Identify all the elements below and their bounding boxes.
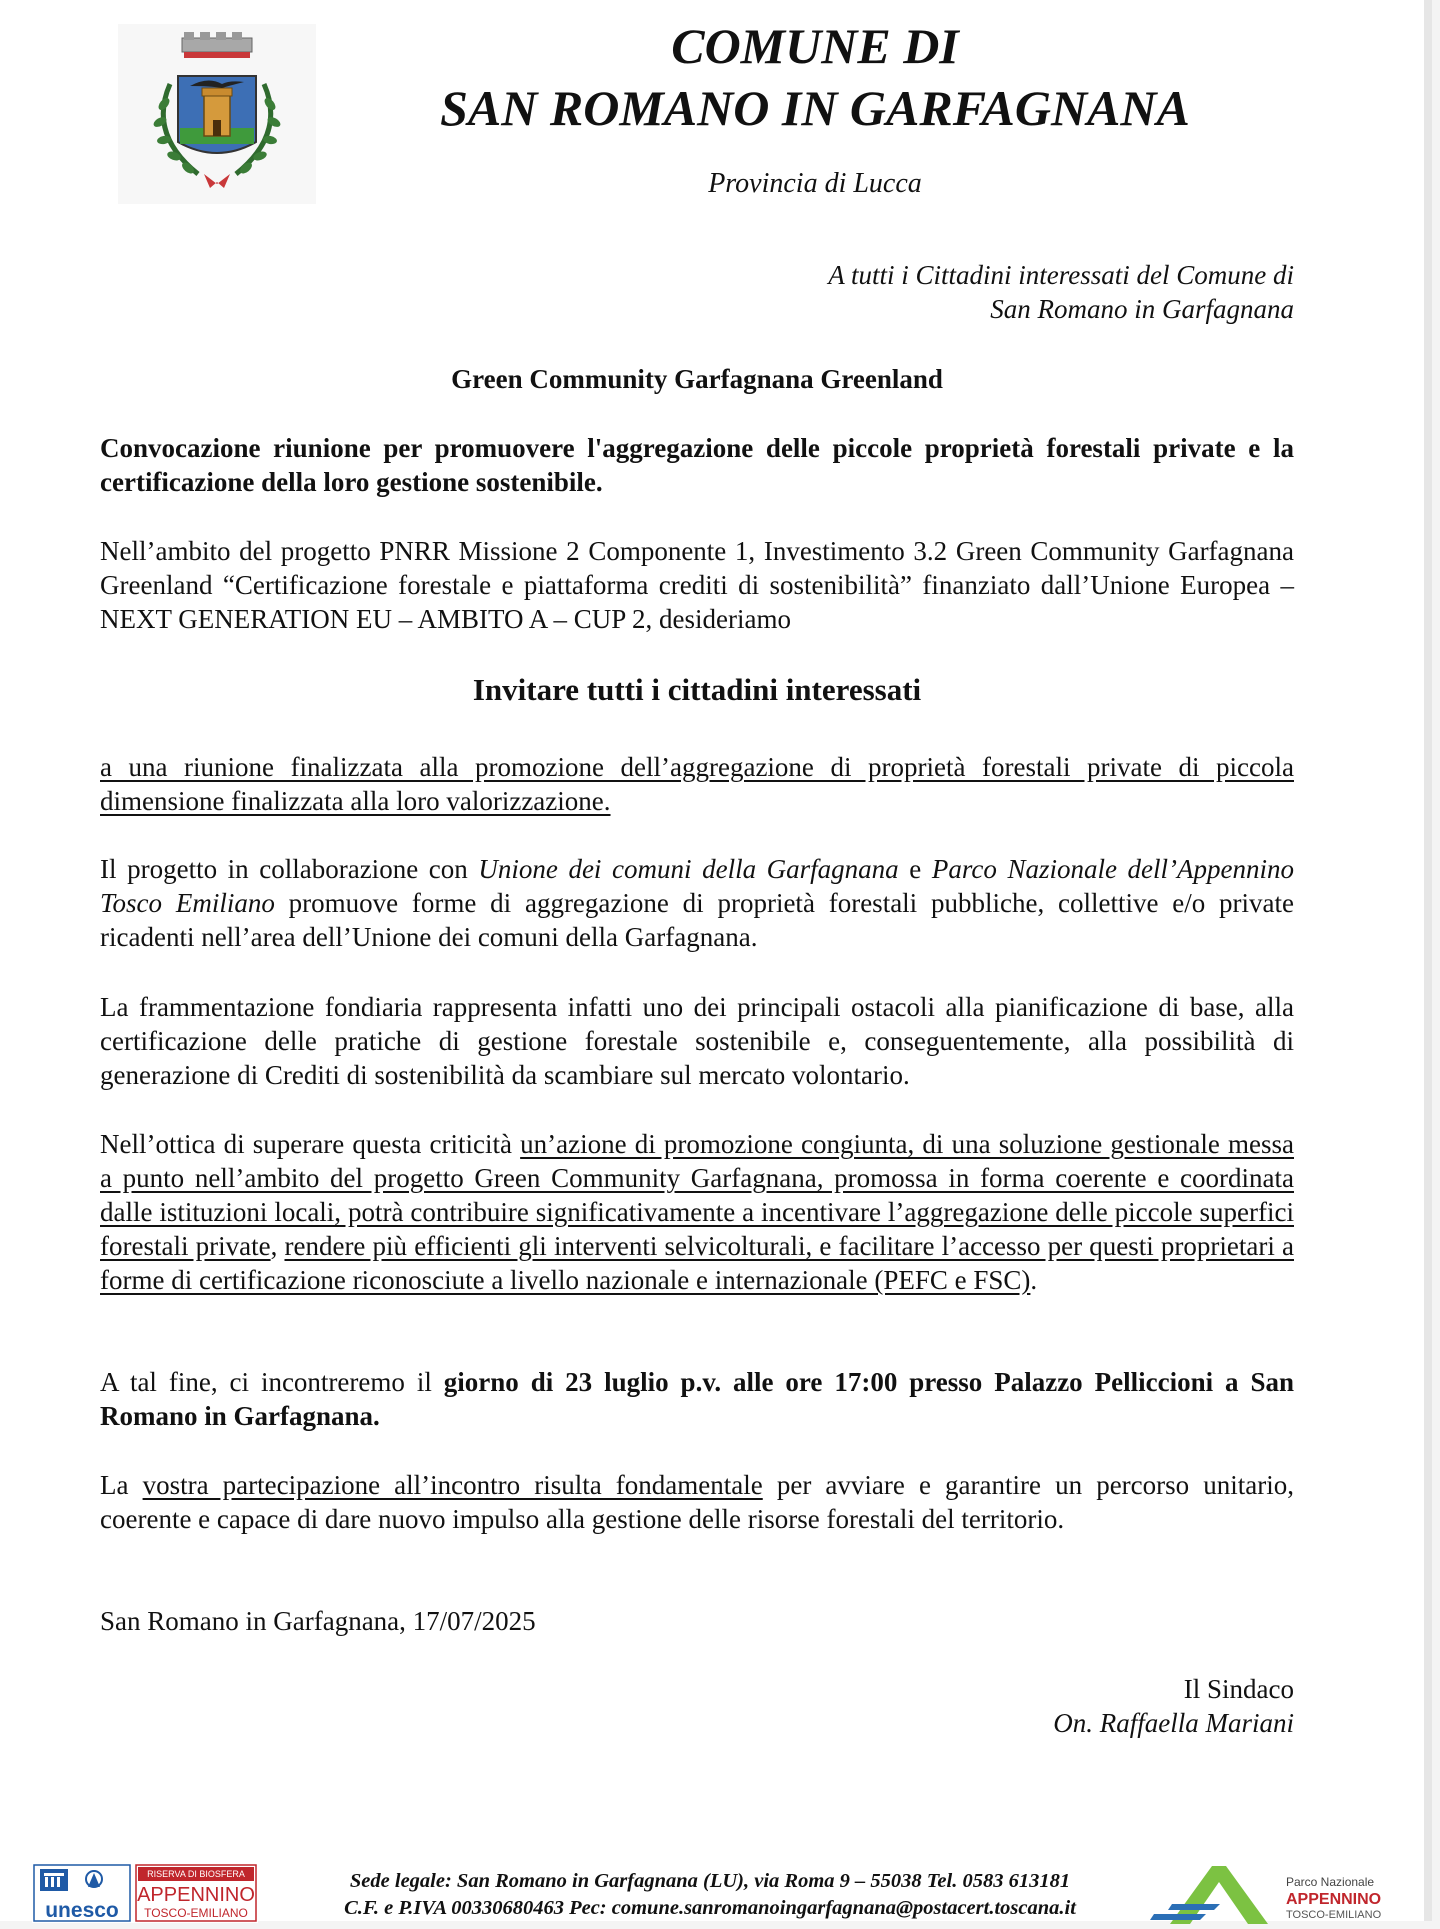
project-text-a: Il progetto in collaborazione con xyxy=(100,854,479,884)
invite-heading: Invitare tutti i cittadini interessati xyxy=(472,672,922,707)
footer-line2: C.F. e P.IVA 00330680463 Pec: comune.sanromanoingarfagnana@postacert.toscana.it xyxy=(344,1897,1076,1919)
optic-text-c: , xyxy=(270,1231,285,1261)
unesco-word: unesco xyxy=(45,1899,119,1922)
optic-text-b: un’azione di promozione congiunta, di una soluzione gestionale messa a punto nell’ambito del progetto Green Community Garfagnana, promossa in forma coerente e coordinata dalle istituzioni locali, potrà contribuire significativamente a incentivare l’aggregazione delle piccole superfici forestali private xyxy=(100,1129,1294,1261)
biosphere-sub: TOSCO-EMILIANO xyxy=(144,1906,248,1920)
signature-name: On. Raffaella Mariani xyxy=(1053,1708,1294,1738)
meeting-text-a: A tal fine, ci incontreremo il xyxy=(100,1367,444,1397)
participation-text-a: La xyxy=(100,1470,143,1500)
recipient-block xyxy=(828,258,1294,326)
recipient-line2: San Romano in Garfagnana xyxy=(990,294,1294,324)
project-text-e: promuove forme di aggregazione di proprietà forestali pubbliche, collettive e/o private ricadenti nell’area dell’Unione dei comuni della Garfagnana. xyxy=(100,888,1294,952)
optic-paragraph xyxy=(100,1127,1294,1297)
parco-line3: TOSCO-EMILIANO xyxy=(1286,1909,1382,1921)
parco-line2: APPENNINO xyxy=(1286,1891,1382,1908)
page-title-line1: COMUNE DI xyxy=(671,18,959,74)
meeting-paragraph xyxy=(100,1365,1294,1433)
participation-text-c: per avviare e garantire un percorso unitario, coerente e capace di dare nuovo impulso alla gestione delle risorse forestali del territorio. xyxy=(100,1470,1294,1534)
biosphere-name: APPENNINO xyxy=(137,1884,255,1906)
footer-line1: Sede legale: San Romano in Garfagnana (LU), via Roma 9 – 55038 Tel. 0583 613181 xyxy=(349,1870,1071,1892)
parco-line1: Parco Nazionale xyxy=(1286,1875,1375,1889)
signature-block xyxy=(1053,1672,1294,1740)
convocation-heading: Convocazione riunione per promuovere l'aggregazione delle piccole proprietà forestali private e la certificazione della loro gestione sostenibile. xyxy=(100,433,1294,497)
page-title-line2: SAN ROMANO IN GARFAGNANA xyxy=(440,80,1190,136)
municipal-crest-icon xyxy=(118,24,316,204)
place-date: San Romano in Garfagnana, 17/07/2025 xyxy=(100,1606,536,1636)
participation-text-b: vostra partecipazione all’incontro risulta fondamentale xyxy=(142,1470,763,1500)
project-text-c: e xyxy=(898,854,932,884)
union-name: Unione dei comuni della Garfagnana xyxy=(478,854,899,884)
optic-text-a: Nell’ottica di superare questa criticità xyxy=(100,1129,521,1159)
optic-text-e: . xyxy=(1030,1265,1038,1295)
province-label: Provincia di Lucca xyxy=(708,168,922,199)
biosphere-badge: RISERVA DI BIOSFERA xyxy=(147,1869,245,1879)
subject-title: Green Community Garfagnana Greenland xyxy=(451,364,943,394)
scrollbar-track[interactable] xyxy=(1424,0,1432,1921)
intro-paragraph: Nell’ambito del progetto PNRR Missione 2 Componente 1, Investimento 3.2 Green Community Garfagnana Greenland “Certificazione forestale e piattaforma crediti di sostenibilità” finanziato dall’Unione Europea – NEXT GENERATION EU – AMBITO A – CUP 2, desideriamo xyxy=(100,536,1294,634)
footer-address xyxy=(290,1868,1130,1922)
park-name: Parco Nazionale dell’Appennino Tosco Emiliano xyxy=(100,854,1295,918)
project-paragraph xyxy=(100,852,1294,954)
optic-text-d: rendere più efficienti gli interventi selvicolturali, e facilitare l’accesso per questi proprietari a forme di certificazione riconosciute a livello nazionale e internazionale (PEFC e FSC) xyxy=(100,1231,1294,1295)
recipient-line1: A tutti i Cittadini interessati del Comune di xyxy=(828,260,1294,290)
invite-detail: a una riunione finalizzata alla promozione dell’aggregazione di proprietà forestali private di piccola dimensione finalizzata alla loro valorizzazione. xyxy=(100,752,1294,816)
unesco-biosphere-logo xyxy=(32,1863,258,1923)
footer xyxy=(0,1848,1432,1921)
fragmentation-paragraph: La frammentazione fondiaria rappresenta infatti uno dei principali ostacoli alla pianificazione di base, alla certificazione delle pratiche di gestione forestale sostenibile e, conseguentemente, alla possibilità di generazione di Crediti di sostenibilità da scambiare sul mercato volontario. xyxy=(100,992,1294,1090)
parco-nazionale-logo xyxy=(1150,1858,1386,1924)
meeting-date-place: giorno di 23 luglio p.v. alle ore 17:00 presso Palazzo Pelliccioni a San Romano in Garfagnana. xyxy=(100,1367,1294,1431)
participation-paragraph xyxy=(100,1468,1294,1536)
signature-role: Il Sindaco xyxy=(1183,1674,1294,1704)
